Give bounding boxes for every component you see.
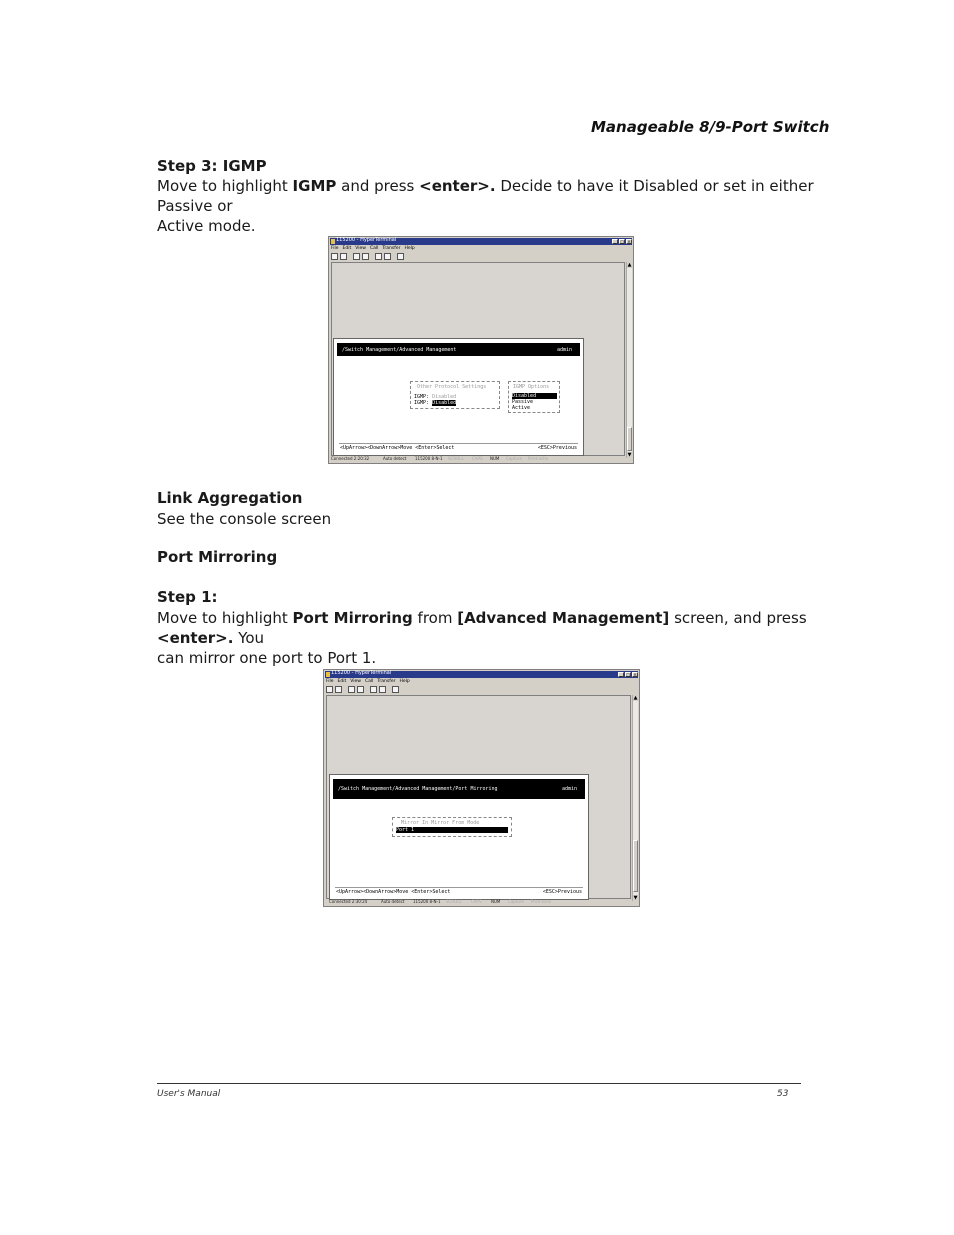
status-capture: Capture — [508, 899, 524, 904]
console-user: admin — [556, 347, 572, 353]
scroll-thumb[interactable] — [633, 840, 638, 892]
console-screen — [329, 774, 589, 900]
running-header-title: Manageable 8/9-Port Switch — [591, 118, 830, 136]
app-icon — [326, 672, 330, 677]
properties-icon[interactable] — [392, 686, 399, 693]
console-header — [337, 343, 580, 356]
text-run: from — [412, 609, 458, 627]
link-aggregation-text: See the console screen — [157, 510, 332, 528]
port-mirroring-box — [392, 817, 512, 837]
other-protocol-box — [410, 381, 500, 409]
status-connected: Connected 2:20:32 — [331, 456, 370, 461]
box-title: IGMP Options — [513, 384, 550, 390]
menu-bar — [331, 246, 419, 252]
menu-bar — [326, 679, 414, 685]
bold-run: <enter>. — [419, 177, 496, 195]
igmp-row-selected[interactable]: IGMP: Disabled — [414, 400, 457, 406]
bold-run: IGMP — [292, 177, 337, 195]
receive-icon[interactable] — [384, 253, 391, 260]
menu-call[interactable]: Call — [369, 246, 379, 251]
menu-transfer[interactable]: Transfer — [382, 246, 401, 251]
port-mirroring-heading: Port Mirroring — [157, 548, 278, 566]
text-run: Move to highlight — [157, 177, 293, 195]
menu-view[interactable]: View — [355, 246, 366, 251]
footer-rule — [157, 1083, 801, 1084]
status-detect: Auto detect — [381, 899, 405, 904]
scroll-up-icon[interactable]: ▲ — [633, 695, 638, 701]
port-mirroring-paragraph — [157, 608, 847, 668]
igmp-options-box — [508, 381, 560, 413]
console-footer — [335, 887, 583, 896]
hyperterminal-window-igmp — [328, 236, 634, 464]
status-caps: CAPS — [471, 899, 482, 904]
menu-edit[interactable]: Edit — [342, 246, 352, 251]
minimize-icon[interactable]: _ — [614, 239, 616, 244]
status-num: NUM — [490, 456, 500, 461]
menu-transfer[interactable]: Transfer — [377, 679, 396, 684]
window-titlebar — [330, 238, 632, 245]
option-passive[interactable]: Passive — [512, 399, 534, 405]
status-num: NUM — [491, 899, 501, 904]
console-esc-hint: <ESC>Previous — [542, 889, 582, 895]
disconnect-icon[interactable] — [362, 253, 369, 260]
status-scroll: SCROLL — [448, 456, 464, 461]
open-icon[interactable] — [335, 686, 342, 693]
box-title: Other Protocol Settings — [417, 384, 487, 390]
status-echo: Print echo — [531, 899, 552, 904]
disconnect-icon[interactable] — [357, 686, 364, 693]
status-detect: Auto detect — [383, 456, 407, 461]
menu-file[interactable]: File — [331, 246, 339, 251]
maximize-icon[interactable]: □ — [626, 672, 630, 677]
step1-heading: Step 1: — [157, 588, 218, 606]
new-icon[interactable] — [331, 253, 338, 260]
properties-icon[interactable] — [397, 253, 404, 260]
maximize-icon[interactable]: □ — [620, 239, 624, 244]
vertical-scrollbar[interactable] — [632, 695, 638, 901]
window-title: 115200 - HyperTerminal — [336, 237, 397, 243]
footer-manual-label: User's Manual — [157, 1089, 221, 1099]
text-run: and press — [336, 177, 420, 195]
console-path: /Switch Management/Advanced Management/Port Mirroring — [338, 786, 498, 792]
connect-icon[interactable] — [353, 253, 360, 260]
hyperterminal-window-port-mirroring — [323, 669, 640, 907]
igmp-heading: Step 3: IGMP — [157, 157, 267, 175]
console-path: /Switch Management/Advanced Management — [342, 347, 457, 353]
igmp-paragraph — [157, 176, 847, 236]
status-caps: CAPS — [472, 456, 483, 461]
menu-help[interactable]: Help — [404, 246, 415, 251]
text-run: Decide to have it Disabled or set in either Passive or — [157, 177, 814, 215]
link-aggregation-heading: Link Aggregation — [157, 489, 303, 507]
mirror-table-header: Mirror In Mirror From Mode — [401, 820, 480, 826]
mirror-table-row[interactable]: Port 1 — [396, 827, 508, 833]
new-icon[interactable] — [326, 686, 333, 693]
igmp-row[interactable]: IGMP: Disabled — [414, 394, 457, 400]
status-bar — [330, 456, 632, 462]
minimize-icon[interactable]: _ — [620, 672, 622, 677]
console-keys-hint: <UpArrow><DownArrow>Move <Enter>Select — [336, 889, 451, 895]
menu-edit[interactable]: Edit — [337, 679, 347, 684]
scroll-down-icon[interactable]: ▼ — [633, 895, 638, 901]
status-baud: 115200 8-N-1 — [413, 899, 441, 904]
bold-run: <enter>. — [157, 629, 234, 647]
status-scroll: SCROLL — [446, 899, 462, 904]
scroll-up-icon[interactable]: ▲ — [627, 262, 632, 268]
console-user: admin — [561, 786, 577, 792]
option-active[interactable]: Active — [512, 405, 531, 411]
status-baud: 115200 8-N-1 — [415, 456, 443, 461]
status-bar — [325, 899, 638, 905]
console-esc-hint: <ESC>Previous — [537, 445, 577, 451]
console-header — [333, 779, 585, 799]
status-capture: Capture — [506, 456, 522, 461]
menu-call[interactable]: Call — [364, 679, 374, 684]
send-icon[interactable] — [375, 253, 382, 260]
text-run: Active mode. — [157, 217, 256, 235]
open-icon[interactable] — [340, 253, 347, 260]
bold-run: [Advanced Management] — [457, 609, 670, 627]
close-icon[interactable]: × — [633, 672, 637, 677]
receive-icon[interactable] — [379, 686, 386, 693]
window-title: 115200 - HyperTerminal — [331, 670, 392, 676]
scroll-thumb[interactable] — [627, 427, 632, 451]
close-icon[interactable]: × — [627, 239, 631, 244]
send-icon[interactable] — [370, 686, 377, 693]
console-keys-hint: <UpArrow><DownArrow>Move <Enter>Select — [340, 445, 455, 451]
text-run: You — [233, 629, 265, 647]
bold-run: Port Mirroring — [292, 609, 413, 627]
scroll-down-icon[interactable]: ▼ — [627, 452, 632, 458]
menu-file[interactable]: File — [326, 679, 334, 684]
app-icon — [331, 239, 335, 244]
text-run: Move to highlight — [157, 609, 293, 627]
status-connected: Connected 2:30:24 — [329, 899, 368, 904]
text-run: can mirror one port to Port 1. — [157, 649, 377, 667]
menu-view[interactable]: View — [350, 679, 361, 684]
window-titlebar — [325, 671, 638, 678]
console-screen — [333, 338, 584, 456]
text-run: screen, and press — [669, 609, 807, 627]
page-number: 53 — [777, 1089, 789, 1099]
connect-icon[interactable] — [348, 686, 355, 693]
menu-help[interactable]: Help — [399, 679, 410, 684]
console-footer — [339, 443, 578, 452]
option-disabled[interactable]: Disabled — [512, 393, 557, 399]
vertical-scrollbar[interactable] — [626, 262, 632, 458]
status-echo: Print echo — [528, 456, 549, 461]
